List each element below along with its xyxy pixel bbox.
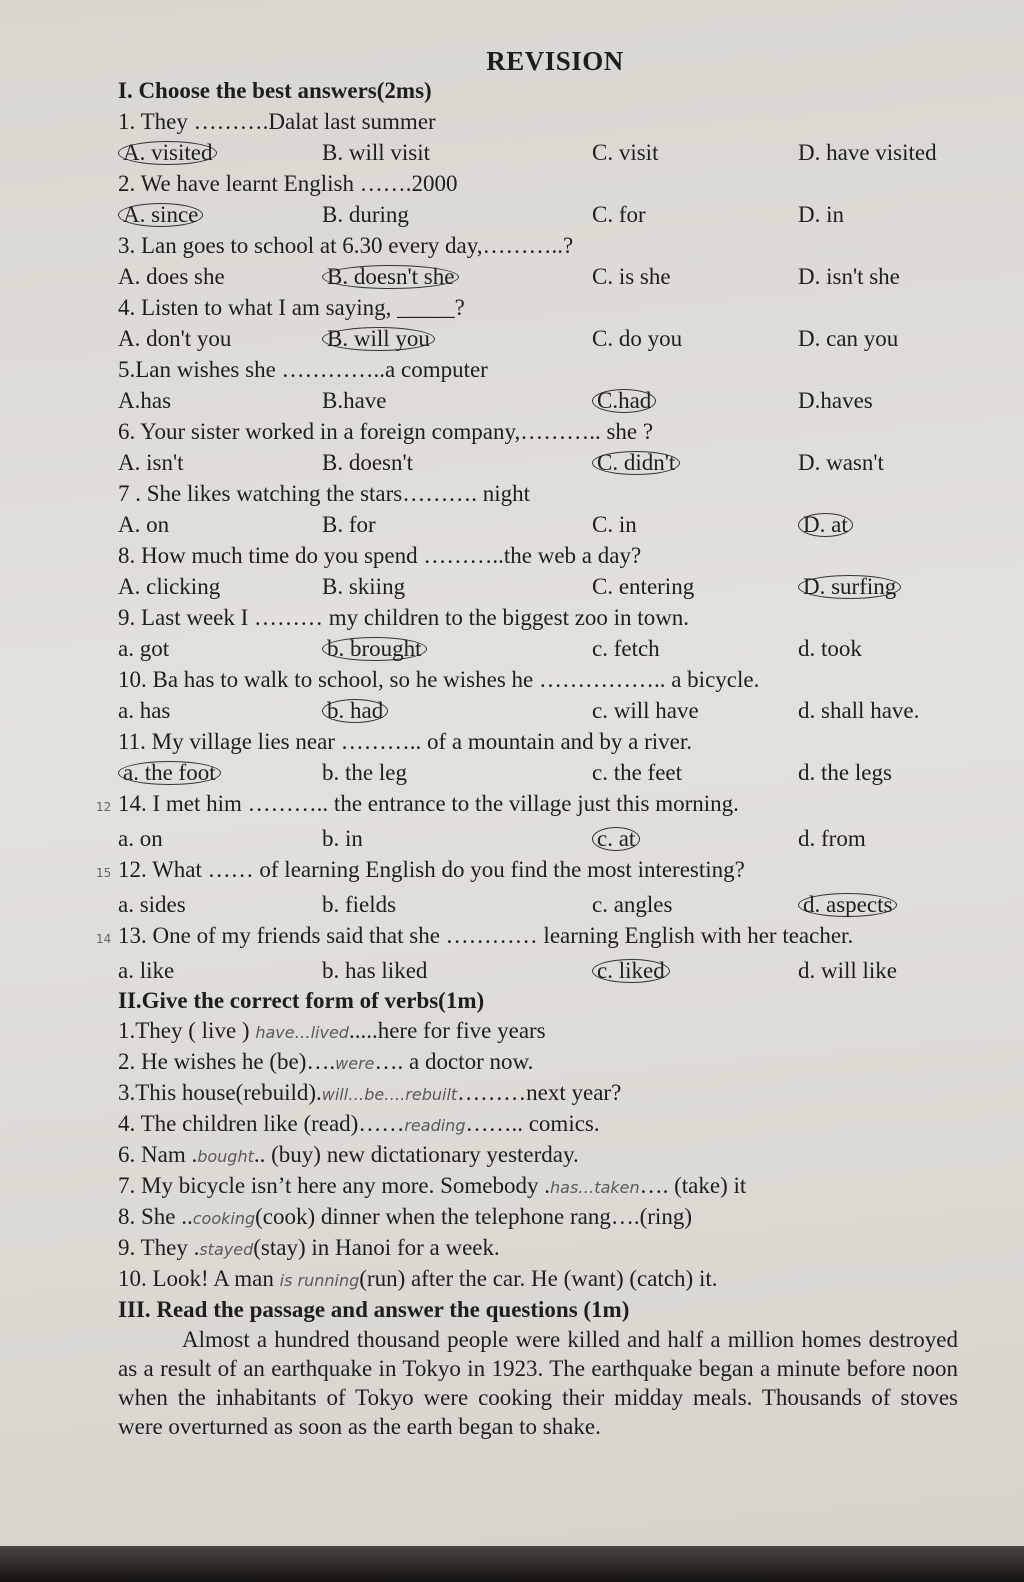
verb-item — [118, 1140, 978, 1171]
selected-answer-mark — [798, 575, 901, 599]
question-stem — [96, 920, 978, 955]
passage-text: Almost a hundred thousand people were killed and half a million homes destroyed as a result of an earthquake in Tokyo in 1923. The earthquake began a minute before noon when the inhabitants of Tokyo were cooking their midday meals. Thousands of stoves were overturned as soon as the earth began to shake. — [118, 1327, 958, 1439]
options-row — [118, 323, 978, 354]
verb-item-text: 7. My bicycle isn’t here any more. Somebody . — [118, 1173, 551, 1198]
verb-item-text: 3.This house(rebuild). — [118, 1080, 322, 1105]
question-stem — [118, 168, 978, 199]
question-text: 4. Listen to what I am saying, _____? — [118, 295, 465, 320]
verb-item — [118, 1016, 978, 1047]
question-stem — [118, 726, 978, 757]
answer-option — [798, 955, 897, 986]
answer-option — [592, 323, 682, 354]
question-text: 8. How much time do you spend ………..the web a day? — [118, 543, 642, 568]
answer-option — [322, 955, 427, 986]
selected-answer-mark — [118, 761, 221, 785]
margin-note: 15 — [96, 866, 112, 880]
options-row — [118, 757, 978, 788]
answer-option — [118, 385, 171, 416]
worksheet-content — [96, 76, 978, 1441]
selected-answer-mark — [592, 389, 656, 413]
option-text: d. will like — [798, 958, 898, 983]
options-row — [118, 447, 978, 478]
question-stem — [118, 354, 978, 385]
handwritten-answer: stayed — [199, 1240, 254, 1259]
answer-option — [118, 889, 186, 920]
option-text: C.had — [597, 388, 652, 413]
selected-answer-mark — [118, 203, 203, 227]
question-stem — [118, 664, 978, 695]
margin-note: 14 — [96, 932, 112, 946]
answer-option — [322, 509, 376, 540]
answer-option — [592, 633, 660, 664]
options-row — [118, 137, 978, 168]
verb-item-text: .. (buy) new dictationary yesterday. — [253, 1142, 579, 1167]
answer-option — [322, 695, 390, 726]
option-text: b. has liked — [322, 958, 428, 983]
option-text: a. has — [118, 698, 171, 723]
answer-option — [798, 633, 862, 664]
answer-option — [118, 695, 170, 726]
question-text: 12. What …… of learning English do you find the most interesting? — [118, 857, 745, 882]
answer-option — [322, 889, 396, 920]
section-3-heading: III. Read the passage and answer the questions (1m) — [118, 1297, 630, 1322]
multiple-choice-list — [96, 106, 978, 986]
answer-option — [592, 199, 646, 230]
option-text: D. surfing — [803, 574, 897, 599]
answer-option — [592, 695, 699, 726]
options-row — [118, 509, 978, 540]
question-text: 10. Ba has to walk to school, so he wishes he …………….. a bicycle. — [118, 667, 760, 692]
option-text: D. have visited — [798, 140, 937, 165]
answer-option — [798, 757, 892, 788]
answer-option — [118, 571, 220, 602]
option-text: C. is she — [592, 264, 671, 289]
verb-item-text: 10. Look! A man — [118, 1266, 280, 1291]
handwritten-answer: will…be….rebuilt — [321, 1085, 458, 1104]
answer-option — [592, 447, 682, 478]
reading-passage — [118, 1325, 958, 1441]
handwritten-answer: have…lived — [255, 1023, 349, 1042]
option-text: d. from — [798, 826, 866, 851]
question-text: 9. Last week I ……… my children to the biggest zoo in town. — [118, 605, 690, 630]
option-text: A. don't you — [118, 326, 232, 351]
answer-option — [118, 323, 231, 354]
answer-option — [592, 757, 682, 788]
option-text: c. liked — [597, 958, 665, 983]
answer-option — [798, 137, 937, 168]
handwritten-answer: were — [335, 1054, 375, 1073]
option-text: A. since — [123, 202, 199, 227]
answer-option — [118, 261, 225, 292]
answer-option — [798, 509, 855, 540]
selected-answer-mark — [322, 265, 459, 289]
question-text: 3. Lan goes to school at 6.30 every day,………..? — [118, 233, 574, 258]
answer-option — [798, 889, 899, 920]
option-text: C. do you — [592, 326, 683, 351]
question-stem — [96, 854, 978, 889]
verb-form-list — [118, 1016, 978, 1295]
verb-item-text: 8. She .. — [118, 1204, 193, 1229]
options-row — [118, 385, 978, 416]
selected-answer-mark — [592, 451, 680, 475]
question-text: 5.Lan wishes she …………..a computer — [118, 357, 488, 382]
option-text: B. for — [322, 512, 376, 537]
verb-item — [118, 1202, 978, 1233]
option-text: B. skiing — [322, 574, 406, 599]
answer-option — [322, 823, 363, 854]
answer-option — [322, 137, 430, 168]
margin-note: 12 — [96, 800, 112, 814]
options-row — [118, 823, 978, 854]
handwritten-answer: bought — [197, 1147, 254, 1166]
answer-option — [592, 385, 658, 416]
option-text: c. will have — [592, 698, 699, 723]
verb-item-text: (cook) dinner when the telephone rang….(ring) — [255, 1204, 692, 1229]
answer-option — [592, 261, 671, 292]
handwritten-answer: is running — [279, 1271, 360, 1290]
question-text: 13. One of my friends said that she ………… learning English with her teacher. — [118, 923, 854, 948]
answer-option — [798, 261, 900, 292]
option-text: a. sides — [118, 892, 186, 917]
option-text: d. took — [798, 636, 862, 661]
selected-answer-mark — [322, 327, 435, 351]
option-text: b. in — [322, 826, 363, 851]
handwritten-answer: reading — [404, 1116, 466, 1135]
option-text: A. isn't — [118, 450, 184, 475]
answer-option — [798, 571, 903, 602]
answer-option — [118, 823, 163, 854]
answer-option — [322, 757, 407, 788]
option-text: B. doesn't she — [327, 264, 455, 289]
answer-option — [118, 137, 219, 168]
answer-option — [118, 757, 223, 788]
option-text: B.have — [322, 388, 387, 413]
option-text: d. the legs — [798, 760, 892, 785]
verb-item-text: 1.They ( live ) — [118, 1018, 256, 1043]
option-text: D. isn't she — [798, 264, 900, 289]
answer-option — [118, 955, 174, 986]
section-1-heading: I. Choose the best answers(2ms) — [118, 78, 432, 103]
options-row — [118, 955, 978, 986]
selected-answer-mark — [798, 893, 897, 917]
option-text: A. clicking — [118, 574, 221, 599]
verb-item-text: 2. He wishes he (be)…. — [118, 1049, 336, 1074]
option-text: d. aspects — [803, 892, 893, 917]
verb-item-text: (run) after the car. He (want) (catch) it. — [359, 1266, 718, 1291]
option-text: a. the foot — [123, 760, 216, 785]
answer-option — [322, 385, 387, 416]
verb-item-text: 4. The children like (read)…… — [118, 1111, 405, 1136]
handwritten-answer: has…taken — [550, 1178, 640, 1197]
options-row — [118, 889, 978, 920]
answer-option — [798, 385, 873, 416]
option-text: C. for — [592, 202, 646, 227]
verb-item-text: 9. They . — [118, 1235, 200, 1260]
options-row — [118, 571, 978, 602]
page-title: REVISION — [486, 46, 624, 76]
answer-option — [118, 509, 169, 540]
question-text: 1. They ……….Dalat last summer — [118, 109, 436, 134]
option-text: c. the feet — [592, 760, 683, 785]
option-text: b. brought — [327, 636, 422, 661]
option-text: b. fields — [322, 892, 397, 917]
option-text: B. will visit — [322, 140, 430, 165]
question-text: 7 . She likes watching the stars………. night — [118, 481, 531, 506]
answer-option — [322, 447, 413, 478]
option-text: D. can you — [798, 326, 899, 351]
verb-item-text: …….. comics. — [465, 1111, 600, 1136]
question-stem — [118, 478, 978, 509]
answer-option — [798, 199, 844, 230]
option-text: A. does she — [118, 264, 225, 289]
verb-item-text: …. (take) it — [639, 1173, 747, 1198]
question-text: 6. Your sister worked in a foreign company,……….. she ? — [118, 419, 654, 444]
option-text: c. fetch — [592, 636, 660, 661]
selected-answer-mark — [322, 637, 427, 661]
option-text: B. during — [322, 202, 409, 227]
answer-option — [592, 823, 642, 854]
option-text: d. shall have. — [798, 698, 920, 723]
verb-item — [118, 1047, 978, 1078]
question-stem — [118, 602, 978, 633]
option-text: C. in — [592, 512, 637, 537]
verb-item-text: ………next year? — [457, 1080, 622, 1105]
question-stem — [118, 230, 978, 261]
verb-item-text: .....here for five years — [348, 1018, 546, 1043]
option-text: C. entering — [592, 574, 695, 599]
options-row — [118, 199, 978, 230]
answer-option — [322, 571, 405, 602]
option-text: b. had — [327, 698, 384, 723]
answer-option — [592, 955, 672, 986]
answer-option — [322, 261, 461, 292]
selected-answer-mark — [592, 827, 640, 851]
answer-option — [592, 137, 658, 168]
answer-option — [592, 571, 694, 602]
option-text: D. wasn't — [798, 450, 884, 475]
option-text: B. doesn't — [322, 450, 414, 475]
answer-option — [798, 695, 919, 726]
verb-item — [118, 1171, 978, 1202]
option-text: A. on — [118, 512, 170, 537]
question-stem — [96, 788, 978, 823]
options-row — [118, 695, 978, 726]
verb-item — [118, 1233, 978, 1264]
handwritten-answer: cooking — [192, 1209, 256, 1228]
option-text: D. in — [798, 202, 844, 227]
option-text: D.haves — [798, 388, 873, 413]
answer-option — [322, 199, 409, 230]
options-row — [118, 261, 978, 292]
answer-option — [798, 323, 898, 354]
answer-option — [118, 633, 169, 664]
options-row — [118, 633, 978, 664]
answer-option — [798, 823, 866, 854]
answer-option — [118, 199, 205, 230]
option-text: b. the leg — [322, 760, 407, 785]
selected-answer-mark — [798, 513, 853, 537]
photo-bottom-edge — [0, 1546, 1024, 1582]
verb-item-text: …. a doctor now. — [374, 1049, 534, 1074]
question-text: 2. We have learnt English …….2000 — [118, 171, 458, 196]
option-text: a. got — [118, 636, 170, 661]
selected-answer-mark — [118, 141, 217, 165]
option-text: D. at — [803, 512, 848, 537]
section-2-heading: II.Give the correct form of verbs(1m) — [118, 988, 485, 1013]
verb-item-text: 6. Nam . — [118, 1142, 198, 1167]
option-text: c. angles — [592, 892, 673, 917]
question-text: 14. I met him ……….. the entrance to the village just this morning. — [118, 791, 739, 816]
question-stem — [118, 292, 978, 323]
option-text: C. visit — [592, 140, 659, 165]
answer-option — [592, 889, 672, 920]
question-text: 11. My village lies near ……….. of a mountain and by a river. — [118, 729, 693, 754]
verb-item — [118, 1078, 978, 1109]
option-text: a. like — [118, 958, 175, 983]
answer-option — [322, 633, 429, 664]
option-text: A. visited — [123, 140, 213, 165]
option-text: B. will you — [327, 326, 430, 351]
selected-answer-mark — [592, 959, 670, 983]
answer-option — [798, 447, 884, 478]
option-text: A.has — [118, 388, 172, 413]
verb-item — [118, 1109, 978, 1140]
verb-item-text: (stay) in Hanoi for a week. — [253, 1235, 500, 1260]
answer-option — [322, 323, 437, 354]
option-text: a. on — [118, 826, 163, 851]
question-stem — [118, 416, 978, 447]
question-stem — [118, 106, 978, 137]
verb-item — [118, 1264, 978, 1295]
question-stem — [118, 540, 978, 571]
answer-option — [592, 509, 637, 540]
option-text: C. didn't — [597, 450, 676, 475]
answer-option — [118, 447, 184, 478]
selected-answer-mark — [322, 699, 388, 723]
option-text: c. at — [597, 826, 636, 851]
